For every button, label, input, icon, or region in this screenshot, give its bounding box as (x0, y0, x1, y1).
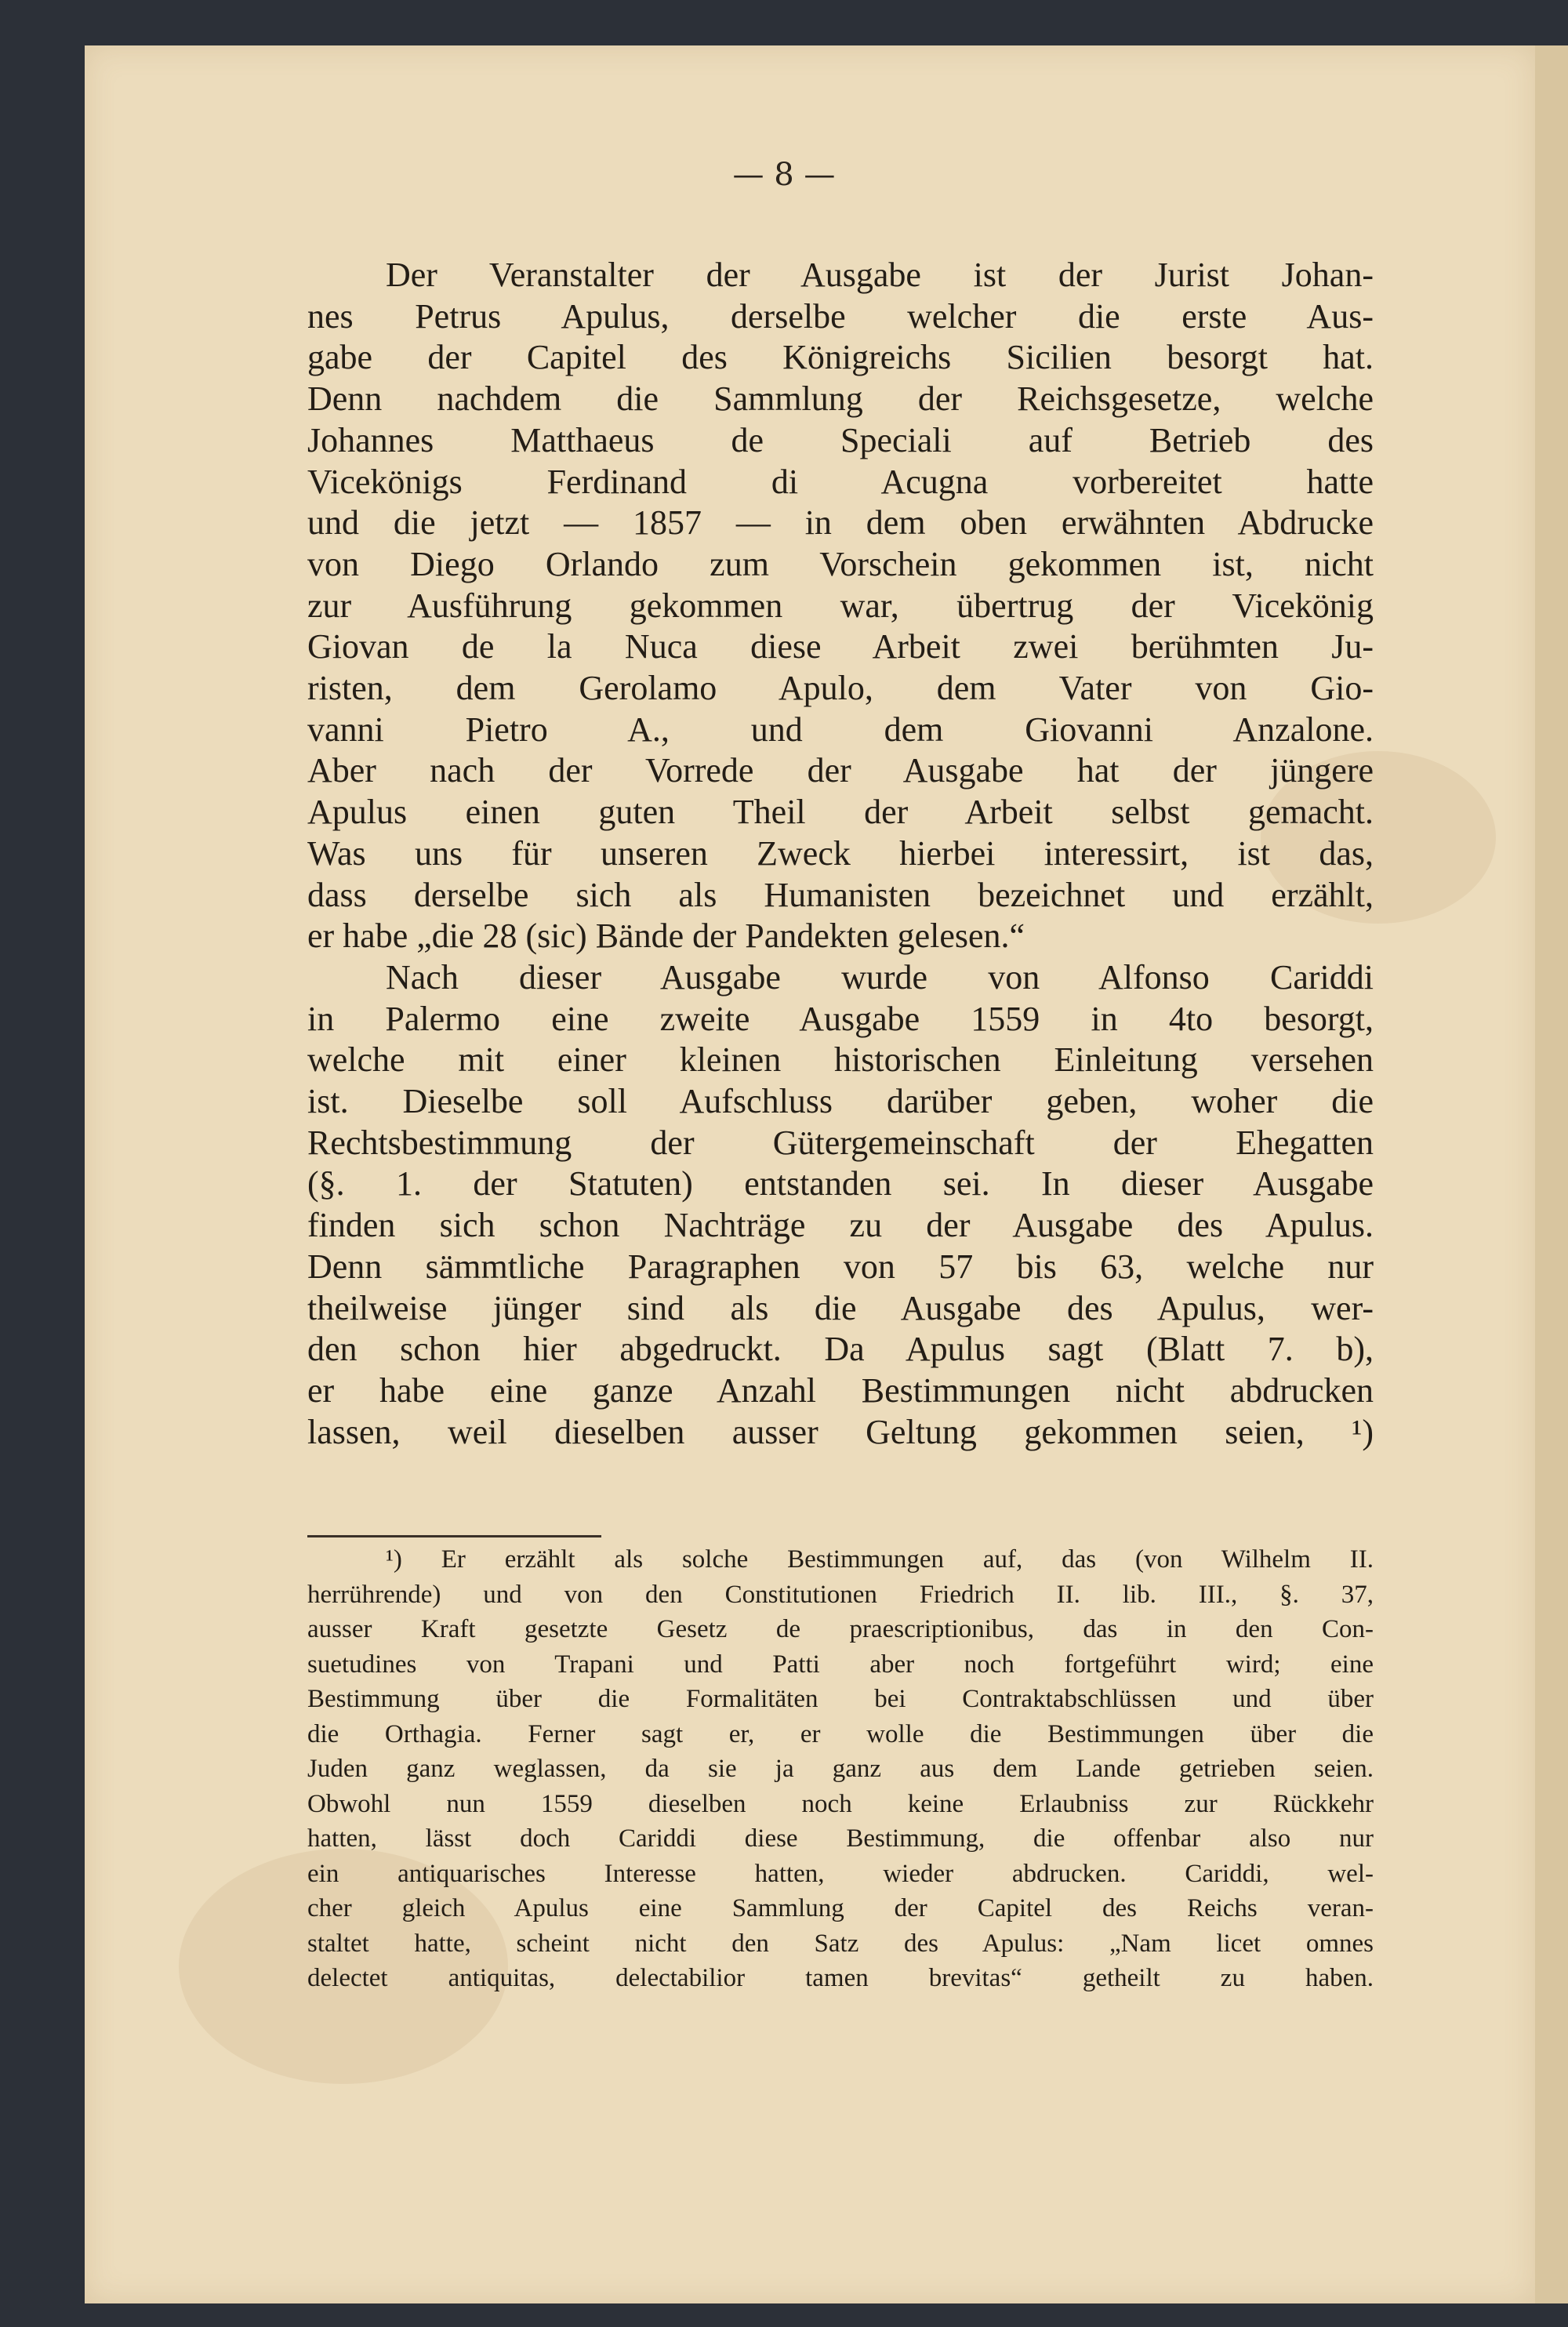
body-line: er habe „die 28 (sic) Bände der Pandekten gelesen.“ (307, 917, 1025, 956)
body-line: Rechtsbestimmung der Gütergemeinschaft der Ehegatten (307, 1123, 1374, 1162)
footnote-line: Bestimmung über die Formalitäten bei Contraktabschlüssen und über (307, 1685, 1374, 1713)
body-line: lassen, weil dieselben ausser Geltung gekommen seien, ¹) (307, 1412, 1374, 1451)
body-line: er habe eine ganze Anzahl Bestimmungen nicht abdrucken (307, 1370, 1374, 1410)
body-line: vanni Pietro A., und dem Giovanni Anzalone. (307, 710, 1374, 749)
body-line: ist. Dieselbe soll Aufschluss darüber geben, woher die (307, 1082, 1374, 1121)
body-line: dass derselbe sich als Humanisten bezeichnet und erzählt, (307, 875, 1374, 914)
footnote-line: Obwohl nun 1559 dieselben noch keine Erlaubniss zur Rückkehr (307, 1789, 1374, 1818)
body-line: Vicekönigs Ferdinand di Acugna vorbereitet hatte (307, 462, 1374, 501)
body-line: Giovan de la Nuca diese Arbeit zwei berühmten Ju- (307, 627, 1374, 666)
body-line: Nach dieser Ausgabe wurde von Alfonso Cariddi (386, 957, 1374, 997)
footnote-line: suetudines von Trapani und Patti aber noch fortgeführt wird; eine (307, 1650, 1374, 1679)
footnote-divider (307, 1535, 601, 1537)
body-line: und die jetzt — 1857 — in dem oben erwähnten Abdrucke (307, 503, 1374, 543)
body-line: Apulus einen guten Theil der Arbeit selbst gemacht. (307, 793, 1374, 832)
footnote-line: delectet antiquitas, delectabilior tamen brevitas“ getheilt zu haben. (307, 1964, 1374, 1992)
body-line: Denn nachdem die Sammlung der Reichsgesetze, welche (307, 379, 1374, 419)
footnote-line: herrührende) und von den Constitutionen Friedrich II. lib. III., §. 37, (307, 1580, 1374, 1609)
footnote-line: Juden ganz weglassen, da sie ja ganz aus dem Lande getrieben seien. (307, 1755, 1374, 1783)
body-line: risten, dem Gerolamo Apulo, dem Vater von Gio- (307, 669, 1374, 708)
body-line: in Palermo eine zweite Ausgabe 1559 in 4to besorgt, (307, 999, 1374, 1038)
footnote-line: die Orthagia. Ferner sagt er, er wolle die Bestimmungen über die (307, 1719, 1374, 1748)
body-line: finden sich schon Nachträge zu der Ausgabe des Apulus. (307, 1206, 1374, 1245)
footnote (307, 1542, 1374, 1996)
footnote-line: hatten, lässt doch Cariddi diese Bestimmung, die offenbar also nur (307, 1824, 1374, 1853)
body-text (307, 255, 1374, 1453)
body-line: welche mit einer kleinen historischen Einleitung versehen (307, 1040, 1374, 1080)
page-number: — 8 — (732, 157, 836, 193)
body-line: Der Veranstalter der Ausgabe ist der Jurist Johan- (386, 256, 1374, 294)
body-line: von Diego Orlando zum Vorschein gekommen ist, nicht (307, 544, 1374, 583)
body-line: (§. 1. der Statuten) entstanden sei. In dieser Ausgabe (307, 1164, 1374, 1203)
body-line: Was uns für unseren Zweck hierbei interessirt, ist das, (307, 833, 1374, 873)
body-line: nes Petrus Apulus, derselbe welcher die erste Aus- (307, 296, 1374, 336)
body-line: Johannes Matthaeus de Speciali auf Betrieb des (307, 420, 1374, 459)
body-line: Denn sämmtliche Paragraphen von 57 bis 63, welche nur (307, 1247, 1374, 1286)
footnote-line: ¹) Er erzählt als solche Bestimmungen auf, das (von Wilhelm II. (386, 1545, 1374, 1574)
body-line: gabe der Capitel des Königreichs Sicilien besorgt hat. (307, 338, 1374, 377)
body-line: Aber nach der Vorrede der Ausgabe hat der jüngere (307, 751, 1374, 790)
body-line: theilweise jünger sind als die Ausgabe des Apulus, wer- (307, 1288, 1374, 1327)
body-line: den schon hier abgedruckt. Da Apulus sagt (Blatt 7. b), (307, 1330, 1374, 1369)
body-line: zur Ausführung gekommen war, übertrug der Vicekönig (307, 586, 1374, 625)
footnote-line: ausser Kraft gesetzte Gesetz de praescriptionibus, das in den Con- (307, 1615, 1374, 1643)
footnote-line: ein antiquarisches Interesse hatten, wieder abdrucken. Cariddi, wel- (307, 1859, 1374, 1888)
footnote-line: staltet hatte, scheint nicht den Satz des Apulus: „Nam licet omnes (307, 1929, 1374, 1958)
footnote-line: cher gleich Apulus eine Sammlung der Capitel des Reichs veran- (307, 1894, 1374, 1922)
